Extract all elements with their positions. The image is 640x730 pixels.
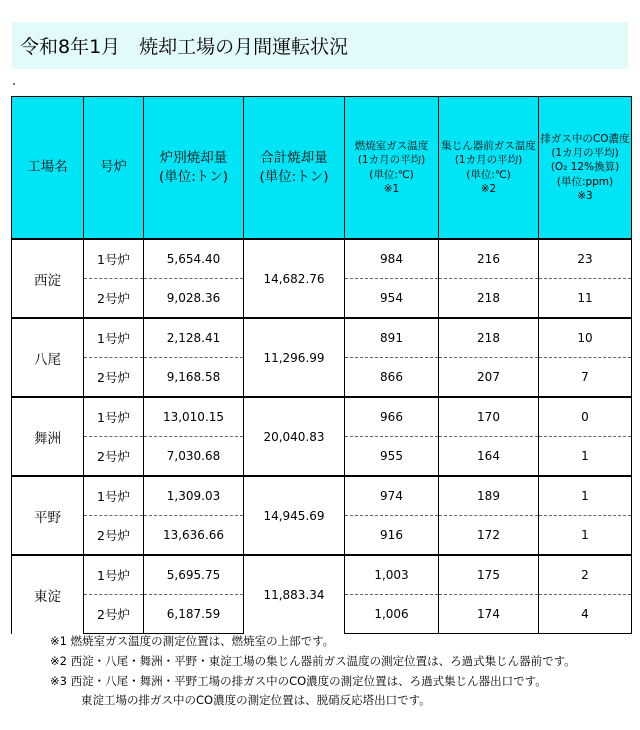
total-amount: 14,682.76 [244,239,345,318]
furnace-amount: 7,030.68 [144,437,244,477]
combustion-temp: 1,003 [345,555,439,595]
header-total-amount-line1: 合計焼却量 [260,150,328,167]
plant-name: 八尾 [12,318,84,397]
header-co-line2: (1カ月の平均) [551,147,619,160]
marker-dot [13,83,15,85]
furnace-amount: 6,187.59 [144,595,244,634]
header-combustion-temp-line1: 燃焼室ガス温度 [354,140,429,153]
furnace-amount: 9,168.58 [144,358,244,398]
plant-name: 東淀 [12,555,84,634]
total-amount: 20,040.83 [244,397,345,476]
header-dust-collector-temp [439,97,539,240]
table-row [12,318,632,358]
combustion-temp: 954 [345,279,439,319]
combustion-temp: 891 [345,318,439,358]
furnace-label: 1号炉 [84,318,144,358]
header-co-line3: (O₂ 12%換算) [550,161,620,174]
header-dust-collector-temp-line2: (1カ月の平均) [454,154,523,167]
plant-name: 平野 [12,476,84,555]
co-concentration: 23 [539,239,632,279]
furnace-label: 2号炉 [84,358,144,398]
header-dust-collector-temp-note: ※2 [480,182,497,195]
header-row [12,97,632,240]
combustion-temp: 955 [345,437,439,477]
combustion-temp: 916 [345,516,439,556]
header-co-line1: 排ガス中のCO濃度 [540,133,630,146]
furnace-label: 1号炉 [84,555,144,595]
furnace-label: 1号炉 [84,239,144,279]
footnotes [50,632,576,711]
header-furnace: 号炉 [84,97,144,240]
header-combustion-temp-line2: (1カ月の平均) [357,154,426,167]
co-concentration: 4 [539,595,632,634]
header-furnace-amount-line2: (単位:トン) [158,168,229,185]
co-concentration: 1 [539,476,632,516]
furnace-label: 2号炉 [84,595,144,634]
table-row [12,239,632,279]
dust-collector-temp: 216 [439,239,539,279]
furnace-label: 2号炉 [84,279,144,319]
furnace-amount: 9,028.36 [144,279,244,319]
dust-collector-temp: 170 [439,397,539,437]
combustion-temp: 966 [345,397,439,437]
operation-status-table [11,96,632,634]
dust-collector-temp: 172 [439,516,539,556]
furnace-label: 1号炉 [84,397,144,437]
furnace-amount: 5,695.75 [144,555,244,595]
total-amount: 11,883.34 [244,555,345,634]
co-concentration: 2 [539,555,632,595]
plant-name: 西淀 [12,239,84,318]
header-total-amount [244,97,345,240]
footnote-2: ※2 西淀・八尾・舞洲・平野・東淀工場の集じん器前ガス温度の測定位置は、ろ過式集じん器前です。 [50,653,576,668]
page-title: 令和8年1月 焼却工場の月間運転状況 [20,36,349,58]
furnace-amount: 13,010.15 [144,397,244,437]
dust-collector-temp: 174 [439,595,539,634]
page-title-bar [12,22,628,69]
total-amount: 11,296.99 [244,318,345,397]
header-plant: 工場名 [12,97,84,240]
combustion-temp: 1,006 [345,595,439,634]
furnace-amount: 2,128.41 [144,318,244,358]
header-furnace-amount [144,97,244,240]
header-co-concentration [539,97,632,240]
furnace-amount: 1,309.03 [144,476,244,516]
footnote-3-continued: 東淀工場の排ガス中のCO濃度の測定位置は、脱硝反応塔出口です。 [81,693,431,708]
dust-collector-temp: 207 [439,358,539,398]
co-concentration: 1 [539,516,632,556]
header-combustion-temp-line3: (単位:℃) [369,168,414,181]
table-row [12,397,632,437]
header-co-line4: (単位:ppm) [556,175,614,188]
header-combustion-temp-note: ※1 [383,182,400,195]
header-total-amount-line2: (単位:トン) [259,168,329,185]
plant-name: 舞洲 [12,397,84,476]
total-amount: 14,945.69 [244,476,345,555]
co-concentration: 1 [539,437,632,477]
combustion-temp: 974 [345,476,439,516]
furnace-label: 2号炉 [84,516,144,556]
co-concentration: 10 [539,318,632,358]
header-dust-collector-temp-line3: (単位:℃) [466,168,511,181]
furnace-label: 2号炉 [84,437,144,477]
header-combustion-temp [345,97,439,240]
table-row [12,555,632,595]
combustion-temp: 866 [345,358,439,398]
header-furnace-amount-line1: 炉別焼却量 [159,150,228,167]
co-concentration: 0 [539,397,632,437]
co-concentration: 7 [539,358,632,398]
co-concentration: 11 [539,279,632,319]
dust-collector-temp: 218 [439,318,539,358]
footnote-1: ※1 燃焼室ガス温度の測定位置は、燃焼室の上部です。 [50,634,335,648]
furnace-amount: 13,636.66 [144,516,244,556]
dust-collector-temp: 189 [439,476,539,516]
dust-collector-temp: 218 [439,279,539,319]
header-dust-collector-temp-line1: 集じん器前ガス温度 [441,140,536,153]
dust-collector-temp: 164 [439,437,539,477]
footnote-3: ※3 西淀・八尾・舞洲・平野工場の排ガス中のCO濃度の測定位置は、ろ過式集じん器出口です。 [50,673,547,688]
combustion-temp: 984 [345,239,439,279]
dust-collector-temp: 175 [439,555,539,595]
header-co-note: ※3 [577,189,593,202]
table-row [12,476,632,516]
furnace-label: 1号炉 [84,476,144,516]
furnace-amount: 5,654.40 [144,239,244,279]
